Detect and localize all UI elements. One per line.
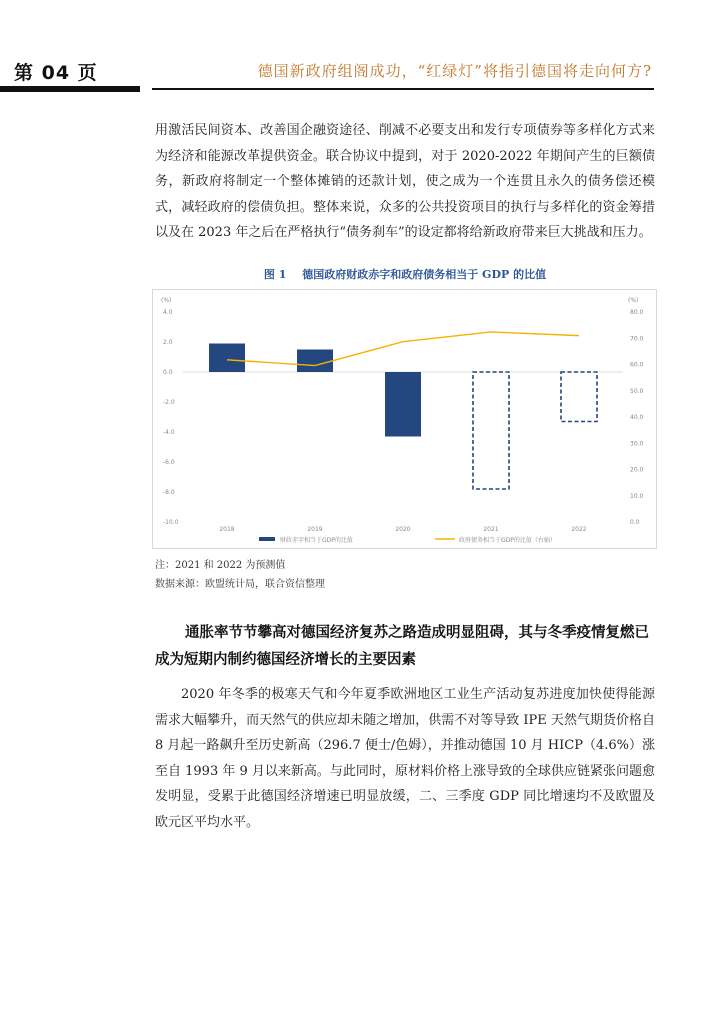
page-number: 第 04 页 bbox=[14, 62, 98, 84]
chart-container bbox=[152, 289, 657, 549]
left-tick-label: 2.0 bbox=[163, 339, 173, 346]
legend-swatch-deficit bbox=[259, 537, 275, 541]
right-tick-label: 70.0 bbox=[630, 335, 644, 343]
right-axis-unit: (%) bbox=[628, 297, 639, 304]
right-tick-label: 20.0 bbox=[630, 466, 644, 474]
header-rule-thin bbox=[152, 88, 654, 90]
right-tick-label: 40.0 bbox=[630, 414, 644, 421]
body-paragraph-1: 用激活民间资本、改善国企融资途径、削减不必要支出和发行专项债券等多样化方式来为经济和能源改革提供资金。联合协议中提到，对于 2020-2022 年期间产生的巨额债务，新政府将制定一个整体摊销的还款计划，使之成为一个连贯且永久的债务偿还模式，减轻政府的偿债负担。整体来说，众多的公共投资项目的执行与多样化的资金筹措以及在 2023 年之后在严格执行“债务刹车”的设定都将给新政府带来巨大挑战和压力。 bbox=[155, 123, 655, 240]
deficit-bar-forecast bbox=[473, 372, 509, 489]
right-tick-label: 30.0 bbox=[630, 440, 644, 448]
header-rule-thick bbox=[0, 86, 140, 92]
right-tick-label: 60.0 bbox=[630, 361, 644, 369]
figure-caption bbox=[155, 266, 655, 282]
section-heading: 通胀率节节攀高对德国经济复苏之路造成明显阻碍，其与冬季疫情复燃已成为短期内制约德国经济增长的主要因素 bbox=[155, 625, 649, 668]
deficit-bar-forecast bbox=[561, 372, 597, 422]
x-tick-label: 2020 bbox=[395, 526, 411, 533]
page-header bbox=[0, 0, 724, 100]
left-tick-label: -2.0 bbox=[163, 399, 175, 406]
x-tick-label: 2021 bbox=[483, 526, 499, 533]
body-paragraph-2: 2020 年冬季的极寒天气和今年夏季欧洲地区工业生产活动复苏进度加快使得能源需求大幅攀升，而天然气的供应却未随之增加，供需不对等导致 IPE 天然气期货价格自 8 月起一路飙升至历史新高（296.7 便士/色姆），并推动德国 10 月 HICP（4.6%）涨至自 1993 年 9 月以来新高。与此同时，原材料价格上涨导致的全球供应链紧张问题愈发明显，受累于此德国经济增速已明显放缓，二、三季度 GDP 同比增速均不及欧盟及欧元区平均水平。 bbox=[155, 687, 655, 830]
left-tick-label: -4.0 bbox=[163, 429, 175, 436]
running-title: 德国新政府组阁成功，“红绿灯”将指引德国将走向何方? bbox=[257, 62, 652, 80]
x-tick-label: 2022 bbox=[571, 526, 587, 533]
figure-title: 德国政府财政赤字和政府债务相当于 GDP 的比值 bbox=[302, 268, 547, 281]
left-tick-label: 0.0 bbox=[163, 369, 173, 376]
x-tick-label: 2019 bbox=[307, 526, 323, 533]
right-tick-label: 10.0 bbox=[630, 492, 644, 500]
left-tick-label: 4.0 bbox=[163, 309, 173, 316]
legend-label-deficit: 财政赤字相当于GDP的比值 bbox=[280, 537, 353, 544]
data-source-note: 数据来源：欧盟统计局，联合资信整理 bbox=[155, 579, 325, 590]
deficit-debt-chart bbox=[153, 290, 656, 548]
left-tick-label: -6.0 bbox=[163, 459, 175, 466]
deficit-bar bbox=[385, 372, 421, 437]
deficit-bar bbox=[209, 344, 245, 373]
figure-note: 注：2021 和 2022 为预测值 bbox=[155, 560, 286, 571]
right-tick-label: 50.0 bbox=[630, 387, 644, 395]
left-tick-label: -8.0 bbox=[163, 489, 175, 496]
debt-line bbox=[227, 332, 579, 366]
figure-number: 图 1 bbox=[263, 268, 287, 281]
left-axis-unit: (%) bbox=[161, 297, 172, 304]
left-tick-label: -10.0 bbox=[163, 519, 179, 526]
x-tick-label: 2018 bbox=[219, 526, 235, 533]
right-tick-label: 0.0 bbox=[630, 519, 640, 526]
deficit-bar bbox=[297, 350, 333, 373]
legend-label-debt: 政府债务相当于GDP的比值（右轴） bbox=[459, 537, 556, 544]
right-tick-label: 80.0 bbox=[630, 309, 644, 316]
